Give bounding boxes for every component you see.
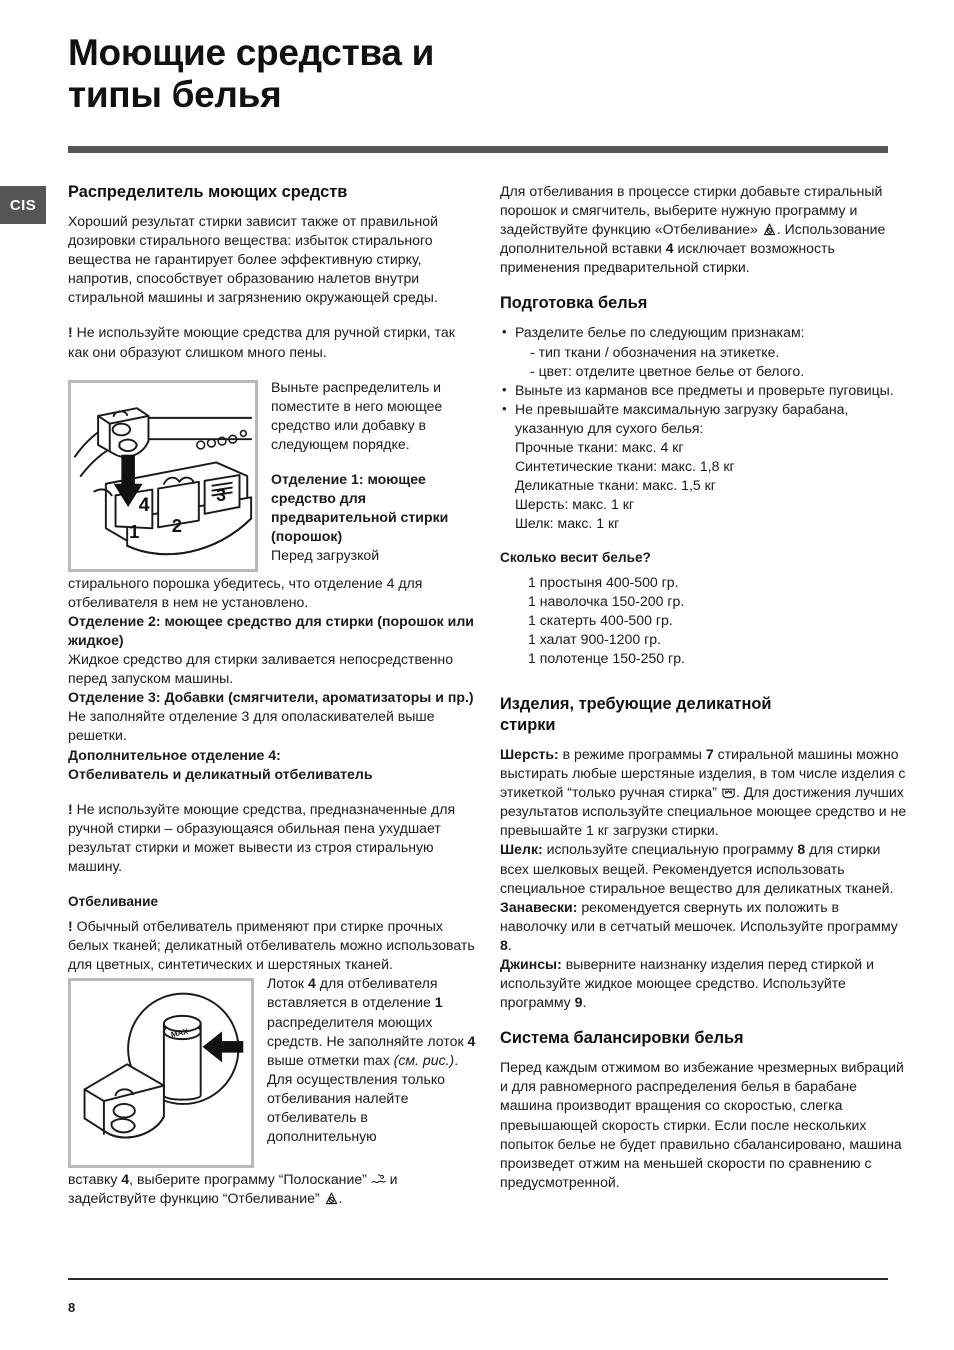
dispenser-text-beside-figure — [271, 378, 478, 566]
laundry-weight-list — [500, 573, 910, 668]
svg-text:1: 1 — [129, 520, 140, 542]
bleach-tray-caption — [267, 974, 478, 1146]
paragraph-balance-system: Перед каждым отжимом во избежание чрезмерных вибраций и для равномерного распределения белья в барабане машина производит вращения со скоростью, слегка превышающей скорость стирки. Если после нескольких попыток белье не будет правильно сбалансировано, машина произведет отжим на меньшей скорости по сравнению с предусмотренной. — [500, 1059, 904, 1190]
bleach-icon-2 — [762, 222, 777, 237]
right-column — [500, 182, 910, 1192]
page-title-line-1: Моющие средства и — [68, 32, 435, 73]
bleach-icon — [324, 1191, 339, 1206]
list-item — [500, 400, 910, 534]
jeans-label: Джинсы: — [500, 956, 562, 972]
bleach-intro-b: . Использование дополнительной вставки — [500, 221, 886, 257]
wool-c: стиральной машины можно выстирать любые шерстяные изделия, в том числе изделия с этикеткой “только ручная стирка” — [500, 745, 906, 801]
compartment-1-text-head: Перед загрузкой — [271, 547, 380, 564]
weight-row: 1 скатерть 400-500 гр. — [528, 611, 673, 628]
tail-insert-number: 4 — [121, 1171, 130, 1188]
compartment-1-heading: Отделение 1: моющее средство для предварительной стирки (порошок) — [271, 471, 449, 545]
warning-no-handwash-text: Не используйте моющие средства, предназначенные для ручной стирки – образующаяся обильная пена ухудшает результат стирки и может вывести из строя стиральную машину. — [68, 800, 456, 874]
page-title — [68, 32, 628, 116]
warning-exclamation-2: ! — [68, 800, 73, 817]
paragraph-curtains — [500, 898, 910, 955]
warning-exclamation: ! — [68, 324, 73, 341]
bullet-text-max-load: Не превышайте максимальную загрузку барабана, указанную для сухого белья: — [515, 400, 849, 436]
weight-row: 1 полотенце 150-250 гр. — [528, 649, 685, 666]
svg-text:3: 3 — [216, 484, 226, 505]
curtains-c: . — [507, 936, 512, 953]
warning-handwash-text: Не используйте моющие средства для ручной стирки, так как они образуют слишком много пены. — [68, 324, 455, 360]
silk-program-number: 8 — [797, 841, 806, 858]
caption-part-i: . Для осуществления только отбеливания налейте отбеливатель в дополнительную — [267, 1051, 459, 1145]
tail-part-c: , выберите программу “Полоскание” — [129, 1171, 371, 1188]
language-tab-cis — [0, 186, 46, 224]
caption-part-e: распределителя моющих средств. Не заполняйте лоток — [267, 1013, 468, 1049]
caption-see-figure: (см. рис.) — [393, 1051, 455, 1068]
weight-row: 1 простыня 400-500 гр. — [528, 573, 679, 590]
jeans-program-number: 9 — [574, 994, 583, 1011]
title-divider — [68, 146, 888, 153]
tail-part-e: . — [338, 1190, 343, 1207]
bleaching-text: Обычный отбеливатель применяют при стирке прочных белых тканей; деликатный отбеливатель можно использовать для цветных, синтетических и шерстяных тканей. — [68, 918, 475, 973]
warning-handwash-detergent — [68, 323, 478, 361]
warning-no-handwash-detergent — [68, 800, 478, 876]
caption-part-g: выше отметки max — [267, 1051, 394, 1068]
figure-max-label: MAX — [170, 1027, 189, 1040]
compartment-2-heading: Отделение 2: моющее средство для стирки (порошок или жидкое) — [68, 612, 474, 648]
paragraph-remove-dispenser: Выньте распределитель и поместите в него моющее средство или добавку в следующем порядке. — [271, 378, 443, 452]
silk-label: Шелк: — [500, 841, 543, 858]
page-title-line-2: типы белья — [68, 74, 282, 116]
bleach-tray-tail — [68, 1170, 478, 1208]
weight-row: 1 наволочка 150-200 гр. — [528, 592, 685, 609]
rinse-icon — [371, 1172, 386, 1187]
heading-bleaching: Отбеливание — [68, 894, 159, 910]
load-limit-row: Шелк: макс. 1 кг — [515, 515, 620, 532]
compartment-3-heading: Отделение 3: Добавки (смягчители, ароматизаторы и пр.) — [68, 689, 474, 706]
load-limit-row: Синтетические ткани: макс. 1,8 кг — [515, 458, 735, 475]
heading-laundry-weights: Сколько весит белье? — [500, 549, 651, 565]
figure-bleach-tray — [68, 978, 254, 1168]
caption-part-a: Лоток — [267, 975, 308, 992]
wool-program-number: 7 — [705, 745, 714, 762]
bleach-intro-insert-number: 4 — [665, 240, 674, 257]
compartment-1-text: стирального порошка убедитесь, что отделение 4 для отбеливателя в нем не установлено. — [68, 574, 423, 610]
caption-part-c: для отбеливателя вставляется в отделение — [267, 975, 438, 1011]
load-limit-row: Прочные ткани: макс. 4 кг — [515, 439, 684, 456]
silk-c: для стирки всех шелковых вещей. Рекомендуется использовать специальное стиральное вещество для деликатных тканей. — [500, 841, 894, 896]
paragraph-bleach-during-wash — [500, 182, 910, 277]
tail-part-d: и задействуйте функцию “Отбеливание” — [68, 1171, 398, 1207]
curtains-a: рекомендуется свернуть их положить в наволочку или в сетчатый мешочек. Используйте программу — [500, 898, 898, 934]
paragraph-jeans — [500, 955, 910, 1012]
jeans-c: . — [582, 994, 587, 1011]
handwash-icon — [721, 785, 736, 800]
list-item — [500, 381, 910, 400]
bleach-intro-d: исключает возможность применения предварительной стирки. — [500, 240, 835, 276]
heading-delicate-items — [500, 694, 910, 736]
weight-row: 1 халат 900-1200 гр. — [528, 630, 661, 647]
sort-subitem-color: - цвет: отделите цветное белье от белого. — [530, 362, 805, 379]
heading-balance-system: Система балансировки белья — [500, 1029, 744, 1048]
sort-subitem-fabric: - тип ткани / обозначения на этикетке. — [530, 343, 780, 360]
jeans-a: выверните наизнанку изделия перед стиркой и используйте жидкое моющее средство. Используйте программу — [500, 956, 874, 1011]
curtains-program-number: 8 — [500, 936, 508, 953]
compartment-4-heading-line-1: Дополнительное отделение 4: — [68, 746, 281, 763]
bullet-text-pockets: Выньте из карманов все предметы и проверьте пуговицы. — [515, 381, 894, 398]
language-tab-label: CIS — [9, 196, 37, 214]
left-column — [68, 182, 478, 1209]
page-number: 8 — [68, 1300, 76, 1315]
paragraph-silk — [500, 840, 910, 897]
paragraph-wool — [500, 745, 910, 840]
wool-d: . Для достижения лучших результатов используйте специальное моющее средство и не превышайте 1 кг загрузки стирки. — [500, 784, 907, 839]
list-item — [500, 323, 910, 380]
bleach-intro-a: Для отбеливания в процессе стирки добавьте стиральный порошок и смягчитель, выберите нужную программу и задействуйте функцию «Отбеливание» — [500, 183, 883, 238]
heading-delicate-line-2: стирки — [500, 715, 556, 734]
compartment-3-text: Не заполняйте отделение 3 для ополаскивателей выше решетки. — [68, 708, 435, 744]
wool-a: в режиме программы — [558, 745, 706, 762]
heading-detergent-dispenser: Распределитель моющих средств — [68, 183, 348, 201]
heading-laundry-preparation: Подготовка белья — [500, 294, 648, 313]
curtains-label: Занавески: — [500, 898, 578, 915]
figure-label-4-pos: 4 — [138, 493, 150, 516]
heading-delicate-line-1: Изделия, требующие деликатной — [500, 694, 772, 713]
wool-label: Шерсть: — [500, 745, 559, 762]
load-limit-row: Деликатные ткани: макс. 1,5 кг — [515, 477, 716, 494]
caption-tray-number: 4 — [308, 975, 316, 992]
svg-text:2: 2 — [171, 514, 182, 536]
caption-tray-number-2: 4 — [467, 1032, 476, 1049]
paragraph-dosage-intro: Хороший результат стирки зависит также от правильной дозировки стирального вещества: избыток стирального вещества не гарантирует более эффективную стирку, напротив, способствует образованию налетов внутри стиральной машины и загрязнению окружающей среды. — [68, 213, 439, 306]
bleaching-exclamation: ! — [68, 918, 73, 935]
figure-detergent-drawer — [68, 380, 258, 572]
bullet-text-sort: Разделите белье по следующим признакам: — [515, 324, 805, 341]
paragraph-bleaching — [68, 917, 478, 974]
compartment-2-text: Жидкое средство для стирки заливается непосредственно перед запуском машины. — [68, 651, 454, 687]
footer-divider — [68, 1278, 888, 1280]
compartment-4-heading-line-2: Отбеливатель и деликатный отбеливатель — [68, 765, 373, 782]
preparation-bullet-list — [500, 323, 910, 533]
silk-a: используйте специальную программу — [542, 841, 798, 858]
tail-part-a: вставку — [68, 1171, 122, 1188]
load-limit-row: Шерсть: макс. 1 кг — [515, 496, 635, 513]
caption-compartment-number: 1 — [434, 994, 443, 1011]
